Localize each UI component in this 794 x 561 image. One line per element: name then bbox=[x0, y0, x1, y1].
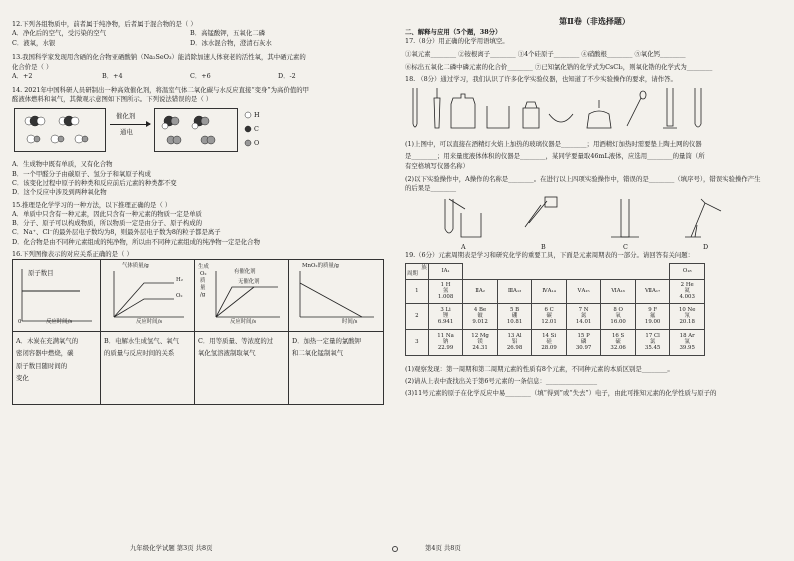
legend-icons bbox=[244, 110, 252, 150]
pt-cell-al: 13 Al 铝 26.98 bbox=[497, 329, 532, 355]
graph-b-h2: H₂ bbox=[176, 277, 183, 284]
q14-line2: 醛液体燃料和氧气，其微观示意图如下图所示。下列说法错误的是（ ） bbox=[12, 95, 213, 104]
q12-option-b: B．高锰酸钾，五氧化二磷 bbox=[190, 29, 265, 38]
q12-option-a: A．净化后的空气，受污染的空气 bbox=[12, 29, 107, 38]
pt-group-0: O₁₈ bbox=[670, 263, 705, 279]
q16-d-line1: D．加热一定量的氯酸钾 bbox=[292, 337, 362, 346]
q16-b-line1: B．电解水生成氢气、氧气 bbox=[104, 337, 179, 346]
q14-option-d: D．这个反应中涉及到两种氧化物 bbox=[12, 188, 107, 197]
lab-operations-icon bbox=[405, 193, 785, 245]
legend-o: O bbox=[254, 139, 260, 148]
q16-stem: 16.下列图像表示的对应关系正确的是（ ） bbox=[12, 249, 133, 258]
right-footer: 第4页 共8页 bbox=[425, 543, 461, 552]
q15-option-a: A．单质中只含有一种元素，因此只含有一种元素的物质一定是单质 bbox=[12, 209, 202, 218]
pt-cell-ne: 10 Ne 氖 20.18 bbox=[670, 303, 705, 329]
pt-cell-na: 11 Na 钠 22.99 bbox=[428, 329, 463, 355]
q15-option-c: C．Na⁺、Cl⁻的最外层电子数均为8，则最外层电子数为8的粒子都是离子 bbox=[12, 228, 221, 237]
reaction-arrow bbox=[110, 124, 150, 125]
pt-cell-cl: 17 Cl 氯 35.45 bbox=[635, 329, 670, 355]
pt-cell-b: 5 B 硼 10.81 bbox=[497, 303, 532, 329]
q18-stem: 18. （8分）通过学习，我们认识了许多化学实验仪器，也知道了不少实验操作的要求，请作答。 bbox=[405, 74, 677, 83]
catalyst-label: 催化剂 bbox=[116, 112, 136, 121]
q16-a-line4: 变化 bbox=[16, 373, 29, 382]
pt-cell-mg: 12 Mg 镁 24.31 bbox=[463, 329, 498, 355]
q16-option-a bbox=[16, 335, 78, 384]
q16-c-line2: 氧化氢溶液制取氧气 bbox=[198, 349, 256, 358]
q13-option-d: D．-2 bbox=[278, 71, 296, 80]
q12-option-d: D．冰水混合物，澄清石灰水 bbox=[190, 39, 272, 48]
pt-corner bbox=[406, 263, 429, 279]
operation-b-label: B bbox=[541, 243, 546, 252]
q18-line1: (1)上图中，可以直接在酒精灯火焰上加热的玻璃仪器是________；用酒精灯加热时需要垫上陶土网的仪器 bbox=[405, 140, 702, 148]
q13-option-b: B．+4 bbox=[102, 71, 123, 80]
q16-b-line2: 的质量与反应时间的关系 bbox=[104, 349, 175, 358]
pt-cell-h: 1 H 氢 1.008 bbox=[428, 279, 463, 303]
q16-option-c bbox=[198, 335, 273, 359]
q14-diagram bbox=[12, 104, 389, 158]
product-molecules bbox=[155, 109, 237, 151]
q14-option-b: B．一个甲醛分子由碳原子、氢分子和氧原子构成 bbox=[12, 169, 151, 178]
pt-cell-he: 2 He 氦 4.003 bbox=[670, 279, 705, 303]
graph-b-o2: O₂ bbox=[176, 293, 183, 300]
pt-group-1a: ⅠA₁ bbox=[428, 263, 463, 279]
legend-h: H bbox=[254, 111, 260, 120]
pt-group-5a: ⅤA₁₅ bbox=[566, 279, 601, 303]
pt-cell-li: 3 Li 锂 6.941 bbox=[428, 303, 463, 329]
pt-cell-ar: 18 Ar 氩 39.95 bbox=[670, 329, 705, 355]
q12-option-c: C．液氧，水银 bbox=[12, 39, 56, 48]
operations-row bbox=[405, 193, 784, 251]
product-box bbox=[154, 108, 238, 152]
graph-c-ylabel-5: /g bbox=[200, 292, 206, 299]
pt-group-3a: ⅢA₁₃ bbox=[497, 279, 532, 303]
apparatus-row bbox=[405, 84, 784, 140]
pt-header-period: 周期 bbox=[407, 271, 418, 278]
pt-cell-f: 9 F 氟 19.00 bbox=[635, 303, 670, 329]
pt-group-2a: ⅡA₂ bbox=[463, 279, 498, 303]
pt-row-period-3 bbox=[406, 329, 705, 355]
pt-cell-be: 4 Be 铍 9.012 bbox=[463, 303, 498, 329]
pt-group-4a: ⅣA₁₄ bbox=[532, 279, 567, 303]
pt-cell-s: 16 S 硫 32.06 bbox=[601, 329, 636, 355]
graph-d bbox=[292, 265, 380, 327]
pt-period-2: 2 bbox=[406, 303, 429, 329]
q14-line1: 14. 2021年中国科研人员研制出一种高效催化剂，将温室气体二氧化碳与水反应直接“变身”为高价值的甲 bbox=[12, 85, 310, 94]
graph-d-xlabel: 时间/s bbox=[342, 319, 358, 326]
q15-option-d: D．化合物是由不同种元素组成的纯净物，所以由不同种元素组成的纯净物一定是化合物 bbox=[12, 237, 260, 246]
graph-c-ylabel-1: 生成 bbox=[198, 264, 209, 271]
electricity-label: 通电 bbox=[120, 128, 133, 137]
arrow-head-icon bbox=[146, 121, 151, 127]
graph-b-ylabel: 气体质量/g bbox=[122, 263, 149, 270]
pt-period-1: 1 bbox=[406, 279, 429, 303]
left-footer: 九年级化学试题 第3页 共8页 bbox=[130, 543, 213, 552]
q19-sub3: (3)11号元素的原子在化学反应中易________（填“得到”或“失去”）电子，由此可推知元素的化学性质与原子的 bbox=[405, 389, 717, 398]
q16-c-line1: C．用等质量、等浓度的过 bbox=[198, 337, 274, 346]
graph-a-origin: 0 bbox=[18, 319, 22, 326]
graph-c-without-catalyst: 无催化剂 bbox=[238, 279, 260, 286]
pt-cell-p: 15 P 磷 30.97 bbox=[566, 329, 601, 355]
q16-a-line3: 原子数目随时间的 bbox=[16, 361, 68, 370]
q12-stem: 12.下列各组物质中，前者属于纯净物，后者属于混合物的是（ ） bbox=[12, 20, 197, 28]
q17-stem: 17.（8分）用正确的化学用语填空。 bbox=[405, 36, 509, 45]
q18-line3: 有空格填写仪器名称） bbox=[405, 161, 469, 170]
pt-cell-si: 14 Si 硅 28.09 bbox=[532, 329, 567, 355]
pt-cell-o: 8 O 氧 16.00 bbox=[601, 303, 636, 329]
pt-header-group: 族 bbox=[421, 264, 427, 271]
operation-c-label: C bbox=[623, 243, 628, 252]
graph-a-xlabel: 反应时间/s bbox=[46, 319, 73, 326]
reactant-molecules bbox=[15, 109, 105, 151]
q18-line4: (2)以下实验操作中，A操作的名称是________。在进行以上四项实验操作中，错误的是________（填序号），错误实验操作产生 bbox=[405, 174, 761, 183]
periodic-table bbox=[405, 261, 784, 371]
q19-sub1: (1)观察发现：第一周期和第二周期元素的性质有8个元素，不同种元素的本质区别是________。 bbox=[405, 364, 674, 373]
pt-group-6a: ⅥA₁₆ bbox=[601, 279, 636, 303]
q13-line2: 化合价是（ ） bbox=[12, 62, 53, 71]
section-title: 第Ⅱ卷（非选择题） bbox=[559, 16, 630, 26]
graph-c-ylabel-2: O₂ bbox=[200, 271, 207, 278]
q15-option-b: B．分子、原子可以构成物质，所以物质一定是由分子、原子构成的 bbox=[12, 219, 203, 228]
pt-period-3: 3 bbox=[406, 329, 429, 355]
right-page bbox=[397, 0, 794, 561]
operation-d-label: D bbox=[703, 243, 709, 252]
q17-line1: ①氧元素________ ②铵根离子________ ③4个硅原子________ ④硝酸根________ ⑤氧化钙________ bbox=[405, 50, 686, 59]
q13-option-a: A．+2 bbox=[12, 71, 33, 80]
graph-b-xlabel: 反应时间/s bbox=[136, 319, 163, 326]
q16-d-line2: 和二氧化锰制氧气 bbox=[292, 349, 344, 358]
graph-c-ylabel-3: 质 bbox=[200, 278, 206, 285]
part-two-heading: 二、解释与应用（5个题，38分） bbox=[405, 27, 502, 36]
q14-option-a: A．生成物中既有单质，又有化合物 bbox=[12, 160, 113, 169]
q13-option-c: C．+6 bbox=[190, 71, 211, 80]
q19-stem: 19.（6分）元素周期表是学习和研究化学的重要工具，下面是元素周期表的一部分。请回答有关问题： bbox=[405, 251, 695, 260]
q19-sub2: (2)请从上表中查找出关于第6号元素的一条信息：________________ bbox=[405, 376, 598, 385]
graph-c-with-catalyst: 有催化剂 bbox=[234, 269, 256, 276]
pt-group-7a: ⅦA₁₇ bbox=[635, 279, 670, 303]
q16-a-line1: A．木炭在充满氧气的 bbox=[16, 337, 79, 346]
graph-c-xlabel: 反应时间/s bbox=[230, 319, 257, 326]
legend-c: C bbox=[254, 125, 259, 134]
graph-d-ylabel: MnO₂的质量/g bbox=[302, 263, 340, 270]
graph-c-ylabel-4: 量 bbox=[200, 285, 206, 292]
q16-option-d bbox=[292, 335, 361, 359]
q16-a-line2: 密闭容器中燃烧，碳 bbox=[16, 349, 74, 358]
pt-row-period-2 bbox=[406, 303, 705, 329]
q18-line2: 是________；用来量度液体体积的仪器是________，某同学要量取46mL液体，应选用________的量筒（所 bbox=[405, 152, 705, 161]
graph-a-ylabel: 原子数目 bbox=[28, 269, 54, 278]
reactant-box bbox=[14, 108, 106, 152]
q17-line2: ⑥标出五氧化二磷中磷元素的化合价________ ⑦已知氯化锆的化学式为CsCl₂，则氧化锆的化学式为________ bbox=[405, 63, 713, 72]
q16-option-b bbox=[104, 335, 179, 359]
q13-line1: 13.我国科学家发现用含硒的化合物亚硒酸钠（Na₂SeO₃）能消除加速人体衰老的活性氧，其中硒元素的 bbox=[12, 53, 306, 62]
q18-line5: 的后果是________ bbox=[405, 184, 457, 193]
lab-apparatus-icon bbox=[405, 84, 785, 140]
operation-a-label: A bbox=[461, 243, 466, 252]
q14-option-c: C．该变化过程中原子的种类和反应前后元素的种类都不变 bbox=[12, 178, 177, 187]
q16-table bbox=[12, 259, 389, 409]
pt-cell-c: 6 C 碳 12.01 bbox=[532, 303, 567, 329]
pt-cell-n: 7 N 氮 14.01 bbox=[566, 303, 601, 329]
q15-stem: 15.推理是化学学习的一种方法，以下推理正确的是（ ） bbox=[12, 200, 172, 209]
